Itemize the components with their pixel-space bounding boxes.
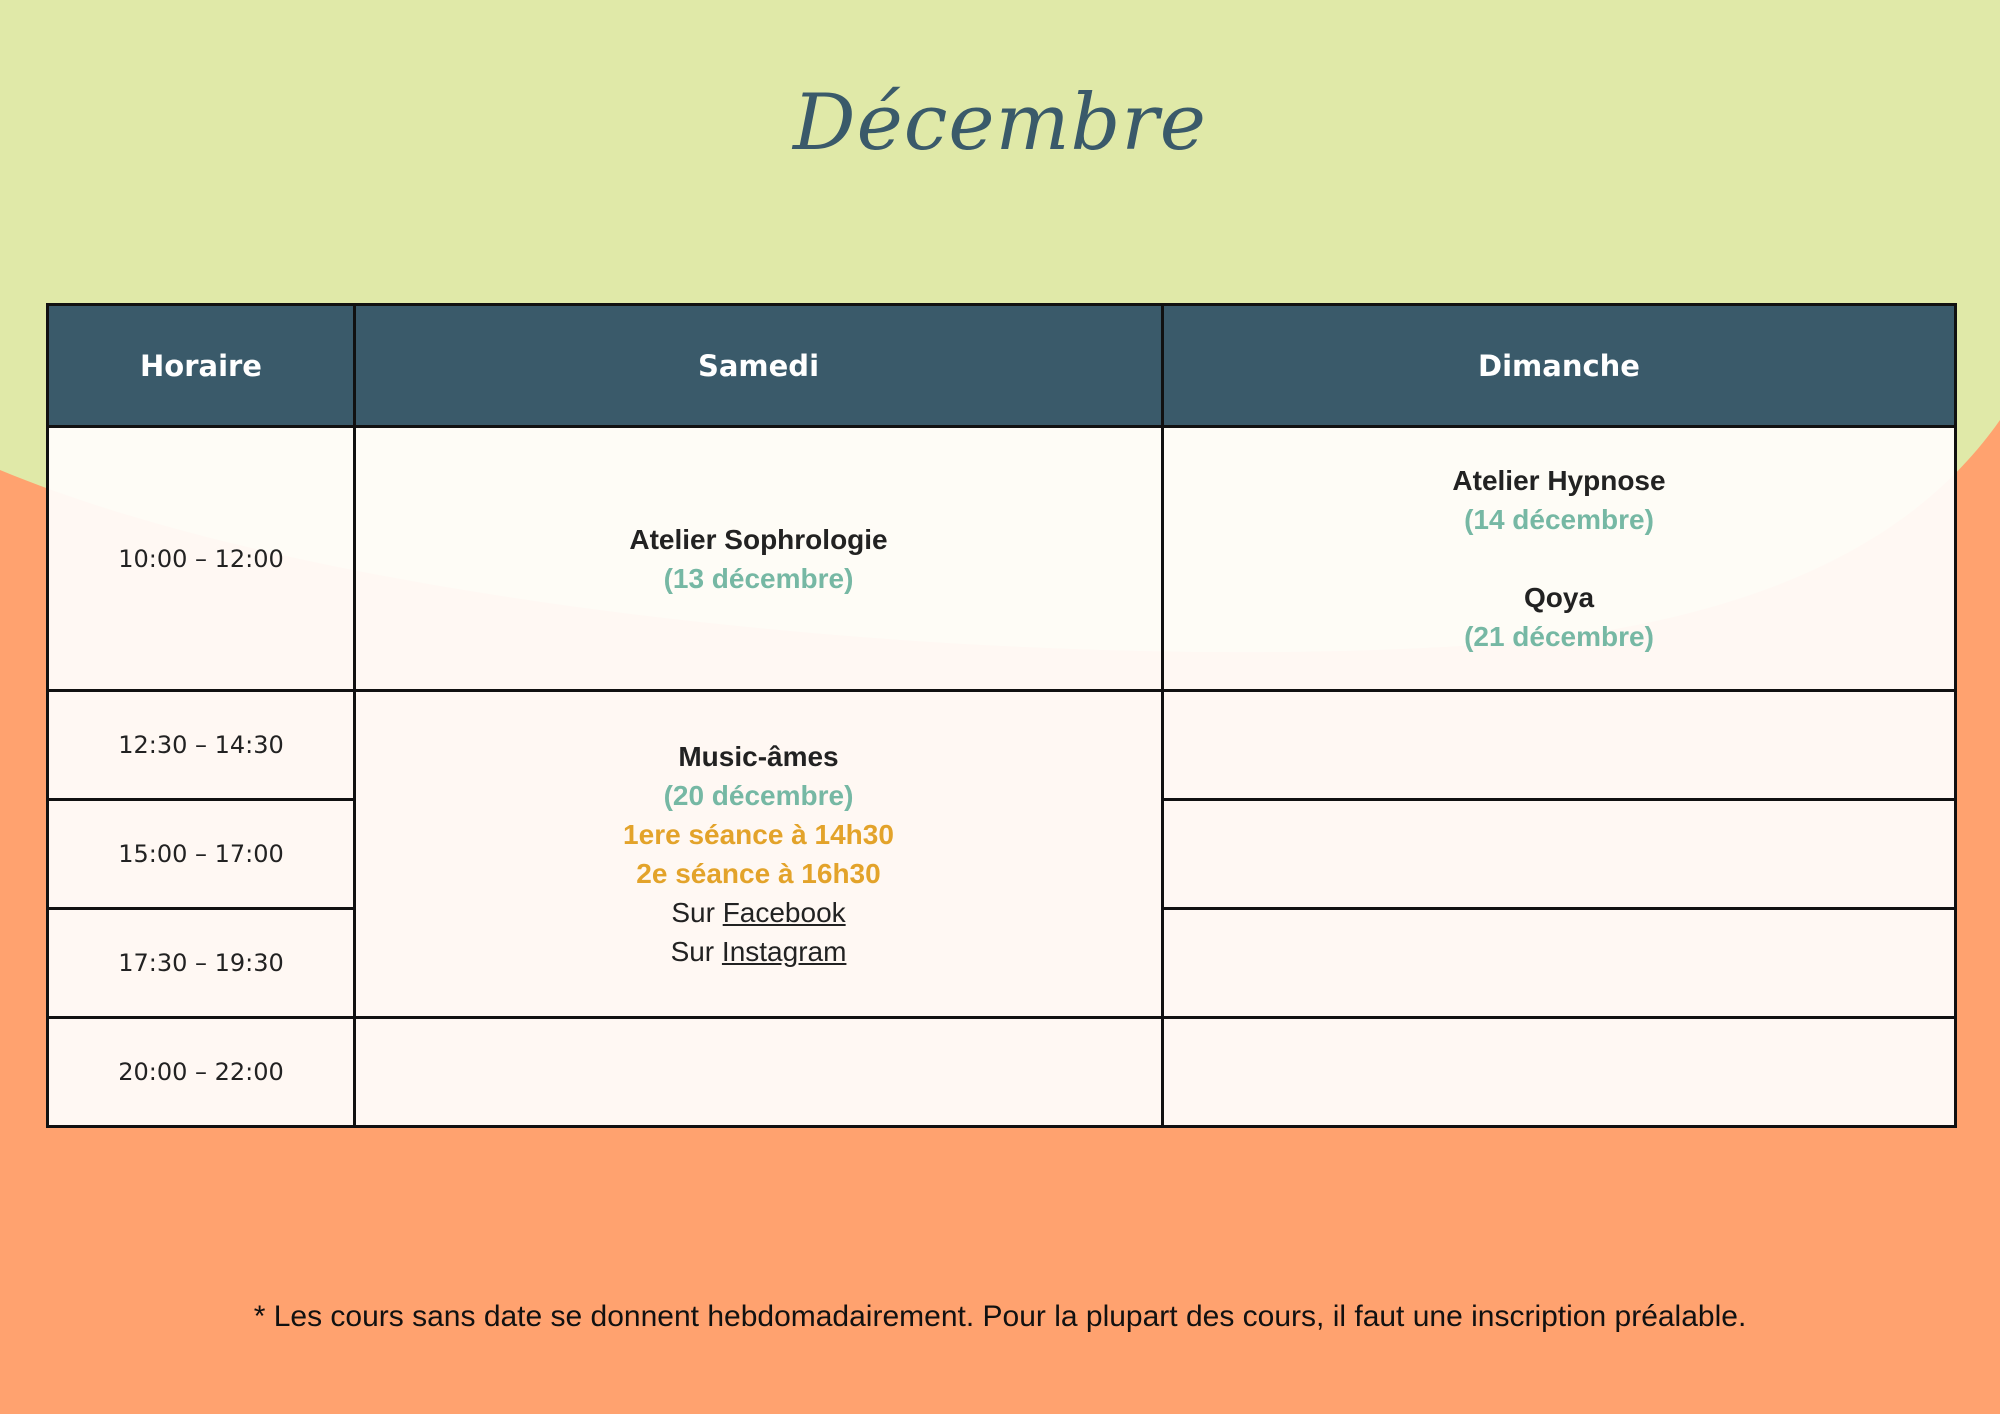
- event-session-1: 1ere séance à 14h30: [623, 819, 894, 850]
- column-header-horaire: Horaire: [48, 305, 355, 427]
- time-cell: 12:30 – 14:30: [48, 691, 355, 800]
- instagram-link[interactable]: Instagram: [721, 936, 847, 967]
- schedule-table: [46, 303, 1957, 1128]
- event-date: (20 décembre): [663, 780, 854, 811]
- sur-label: Sur: [670, 936, 715, 967]
- header-row: [48, 305, 1956, 427]
- spacer: [1164, 539, 1954, 578]
- column-header-samedi: Samedi: [355, 305, 1163, 427]
- facebook-link[interactable]: Facebook: [722, 897, 846, 928]
- event-hypnose: [1164, 461, 1954, 539]
- time-cell: 17:30 – 19:30: [48, 909, 355, 1018]
- event-title: Atelier Sophrologie: [629, 523, 888, 555]
- time-cell: 10:00 – 12:00: [48, 427, 355, 691]
- event-music-ames: [356, 737, 1161, 971]
- time-cell: 15:00 – 17:00: [48, 800, 355, 909]
- sunday-cell: [1163, 691, 1956, 800]
- table-row: [48, 427, 1956, 691]
- sunday-cell: [1163, 909, 1956, 1018]
- saturday-cell: [355, 1018, 1163, 1127]
- sur-label: Sur: [671, 897, 715, 928]
- saturday-cell: [355, 427, 1163, 691]
- table-row: [48, 1018, 1956, 1127]
- table-row: [48, 691, 1956, 800]
- event-date: (14 décembre): [1464, 504, 1654, 535]
- event-session-2: 2e séance à 16h30: [636, 858, 881, 889]
- saturday-cell: [355, 691, 1163, 1018]
- event-date: (13 décembre): [663, 562, 854, 594]
- sunday-cell: [1163, 1018, 1956, 1127]
- event-title: Music-âmes: [678, 741, 839, 772]
- facebook-line: [356, 893, 1161, 932]
- footnote: * Les cours sans date se donnent hebdomadairement. Pour la plupart des cours, il faut une inscription préalable.: [253, 1300, 1747, 1333]
- event-qoya: [1164, 578, 1954, 656]
- sunday-cell: [1163, 427, 1956, 691]
- instagram-line: [356, 932, 1161, 971]
- event-title: Qoya: [1523, 582, 1595, 613]
- event-sophrologie: [356, 520, 1161, 598]
- event-title: Atelier Hypnose: [1452, 465, 1666, 496]
- event-date: (21 décembre): [1464, 621, 1654, 652]
- page-title: Décembre: [793, 78, 1207, 168]
- sunday-cell: [1163, 800, 1956, 909]
- column-header-dimanche: Dimanche: [1163, 305, 1956, 427]
- time-cell: 20:00 – 22:00: [48, 1018, 355, 1127]
